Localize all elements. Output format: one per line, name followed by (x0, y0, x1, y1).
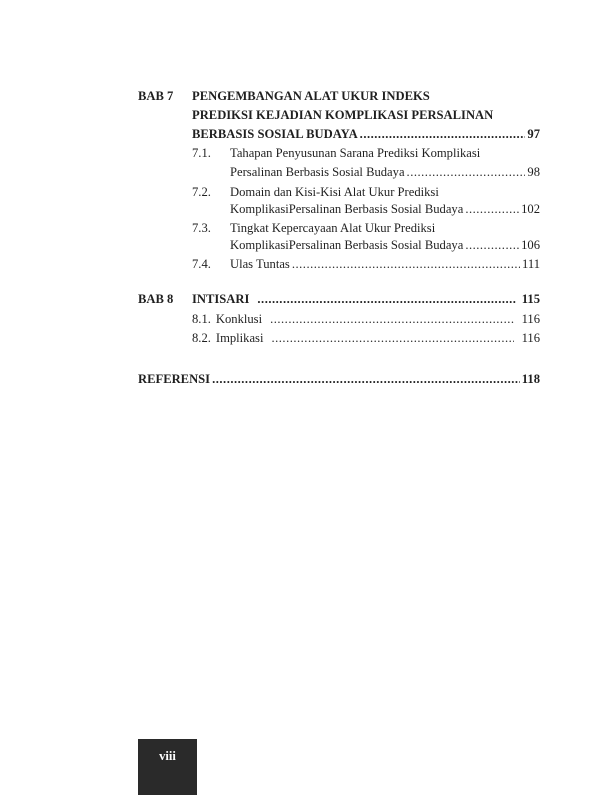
chapter-title: REFERENSI (138, 372, 211, 386)
page-number: 118 (521, 372, 540, 386)
page-number: 102 (521, 202, 540, 216)
dot-leader (407, 164, 526, 180)
toc-entry (230, 237, 540, 253)
section-title: Tingkat Kepercayaan Alat Ukur Prediksi (230, 221, 436, 235)
page-number: 115 (521, 292, 540, 306)
toc-entry (192, 291, 540, 307)
page-number: 116 (521, 312, 540, 326)
section-title: Domain dan Kisi-Kisi Alat Ukur Prediksi (230, 185, 439, 199)
toc-entry (230, 256, 540, 272)
section-number: 7.2. (192, 185, 211, 199)
toc-entry (230, 164, 540, 180)
page-number: 98 (527, 165, 540, 179)
section-number: 8.2. (192, 331, 211, 345)
footer-page-number: viii (159, 749, 176, 763)
dot-leader (271, 330, 513, 346)
dot-leader (292, 256, 520, 272)
page-number: 97 (527, 127, 540, 141)
section-number: 8.1. (192, 312, 211, 326)
section-title: KomplikasiPersalinan Berbasis Sosial Budaya (230, 202, 464, 216)
section-title: Implikasi (215, 331, 264, 345)
dot-leader (360, 126, 526, 142)
chapter-title: PREDIKSI KEJADIAN KOMPLIKASI PERSALINAN (192, 108, 494, 122)
chapter-label: BAB 8 (138, 292, 174, 306)
chapter-label: BAB 7 (138, 89, 174, 103)
section-title: Persalinan Berbasis Sosial Budaya (230, 165, 405, 179)
section-number: 7.3. (192, 221, 211, 235)
page-number: 106 (521, 238, 540, 252)
dot-leader (257, 291, 515, 307)
section-number: 7.1. (192, 146, 211, 160)
dot-leader (270, 311, 513, 327)
footer-page-tab (138, 739, 197, 795)
section-title: Tahapan Penyusunan Sarana Prediksi Komplikasi (230, 146, 481, 160)
section-title: Konklusi (215, 312, 263, 326)
section-title: Ulas Tuntas (230, 257, 290, 271)
chapter-title: PENGEMBANGAN ALAT UKUR INDEKS (192, 89, 430, 103)
page-number: 111 (522, 257, 540, 271)
section-title: KomplikasiPersalinan Berbasis Sosial Budaya (230, 238, 464, 252)
page-number: 116 (521, 331, 540, 345)
section-number: 7.4. (192, 257, 211, 271)
chapter-title: INTISARI (192, 292, 250, 306)
dot-leader (465, 237, 519, 253)
toc-entry (192, 311, 540, 327)
toc-entry (192, 330, 540, 346)
dot-leader (212, 371, 520, 387)
dot-leader (465, 201, 519, 217)
toc-entry (138, 371, 540, 387)
chapter-title: BERBASIS SOSIAL BUDAYA (192, 127, 358, 141)
toc-entry (230, 201, 540, 217)
toc-entry (192, 126, 540, 142)
